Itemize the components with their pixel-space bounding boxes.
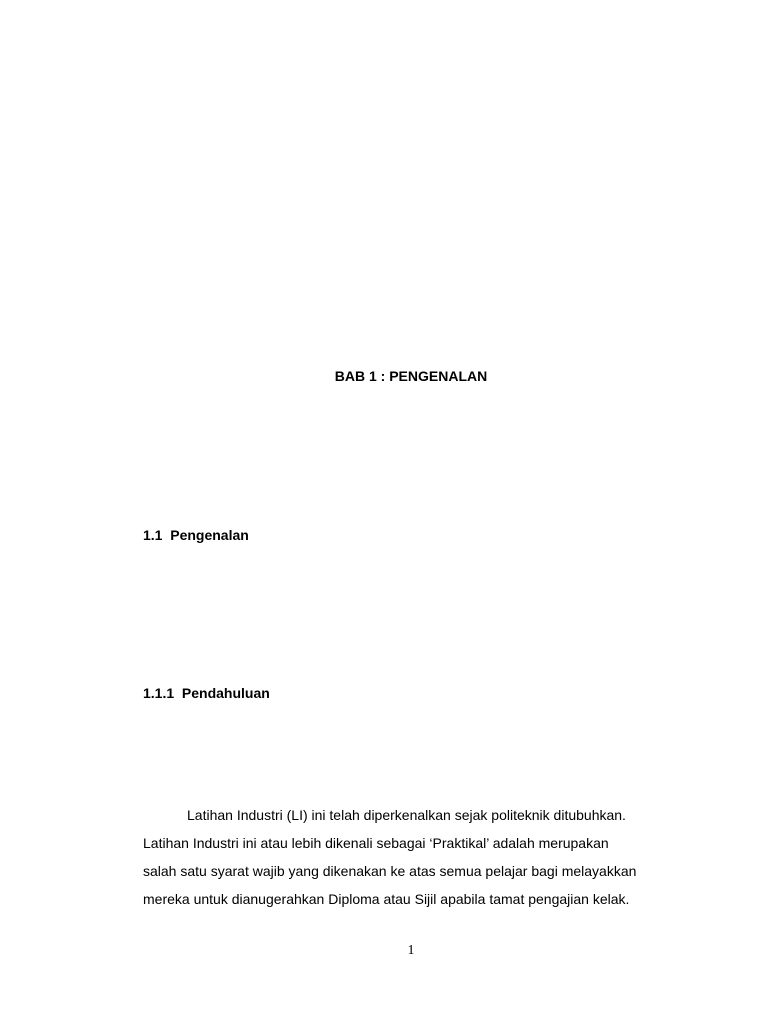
section-heading-1-1-1: 1.1.1 Pendahuluan (143, 685, 270, 701)
page-number: 1 (407, 943, 415, 958)
paragraph-line: Latihan Industri ini atau lebih dikenali sebagai ‘Praktikal’ adalah merupakan (143, 835, 609, 851)
paragraph-line: Latihan Industri (LI) ini telah diperkenalkan sejak politeknik ditubuhkan. (187, 807, 626, 823)
section-heading-1-1: 1.1 Pengenalan (143, 527, 249, 543)
paragraph-line: mereka untuk dianugerahkan Diploma atau Sijil apabila tamat pengajian kelak. (143, 891, 630, 907)
paragraph-line: salah satu syarat wajib yang dikenakan ke atas semua pelajar bagi melayakkan (143, 863, 637, 879)
chapter-title: BAB 1 : PENGENALAN (334, 368, 488, 384)
body-paragraph (143, 801, 683, 913)
